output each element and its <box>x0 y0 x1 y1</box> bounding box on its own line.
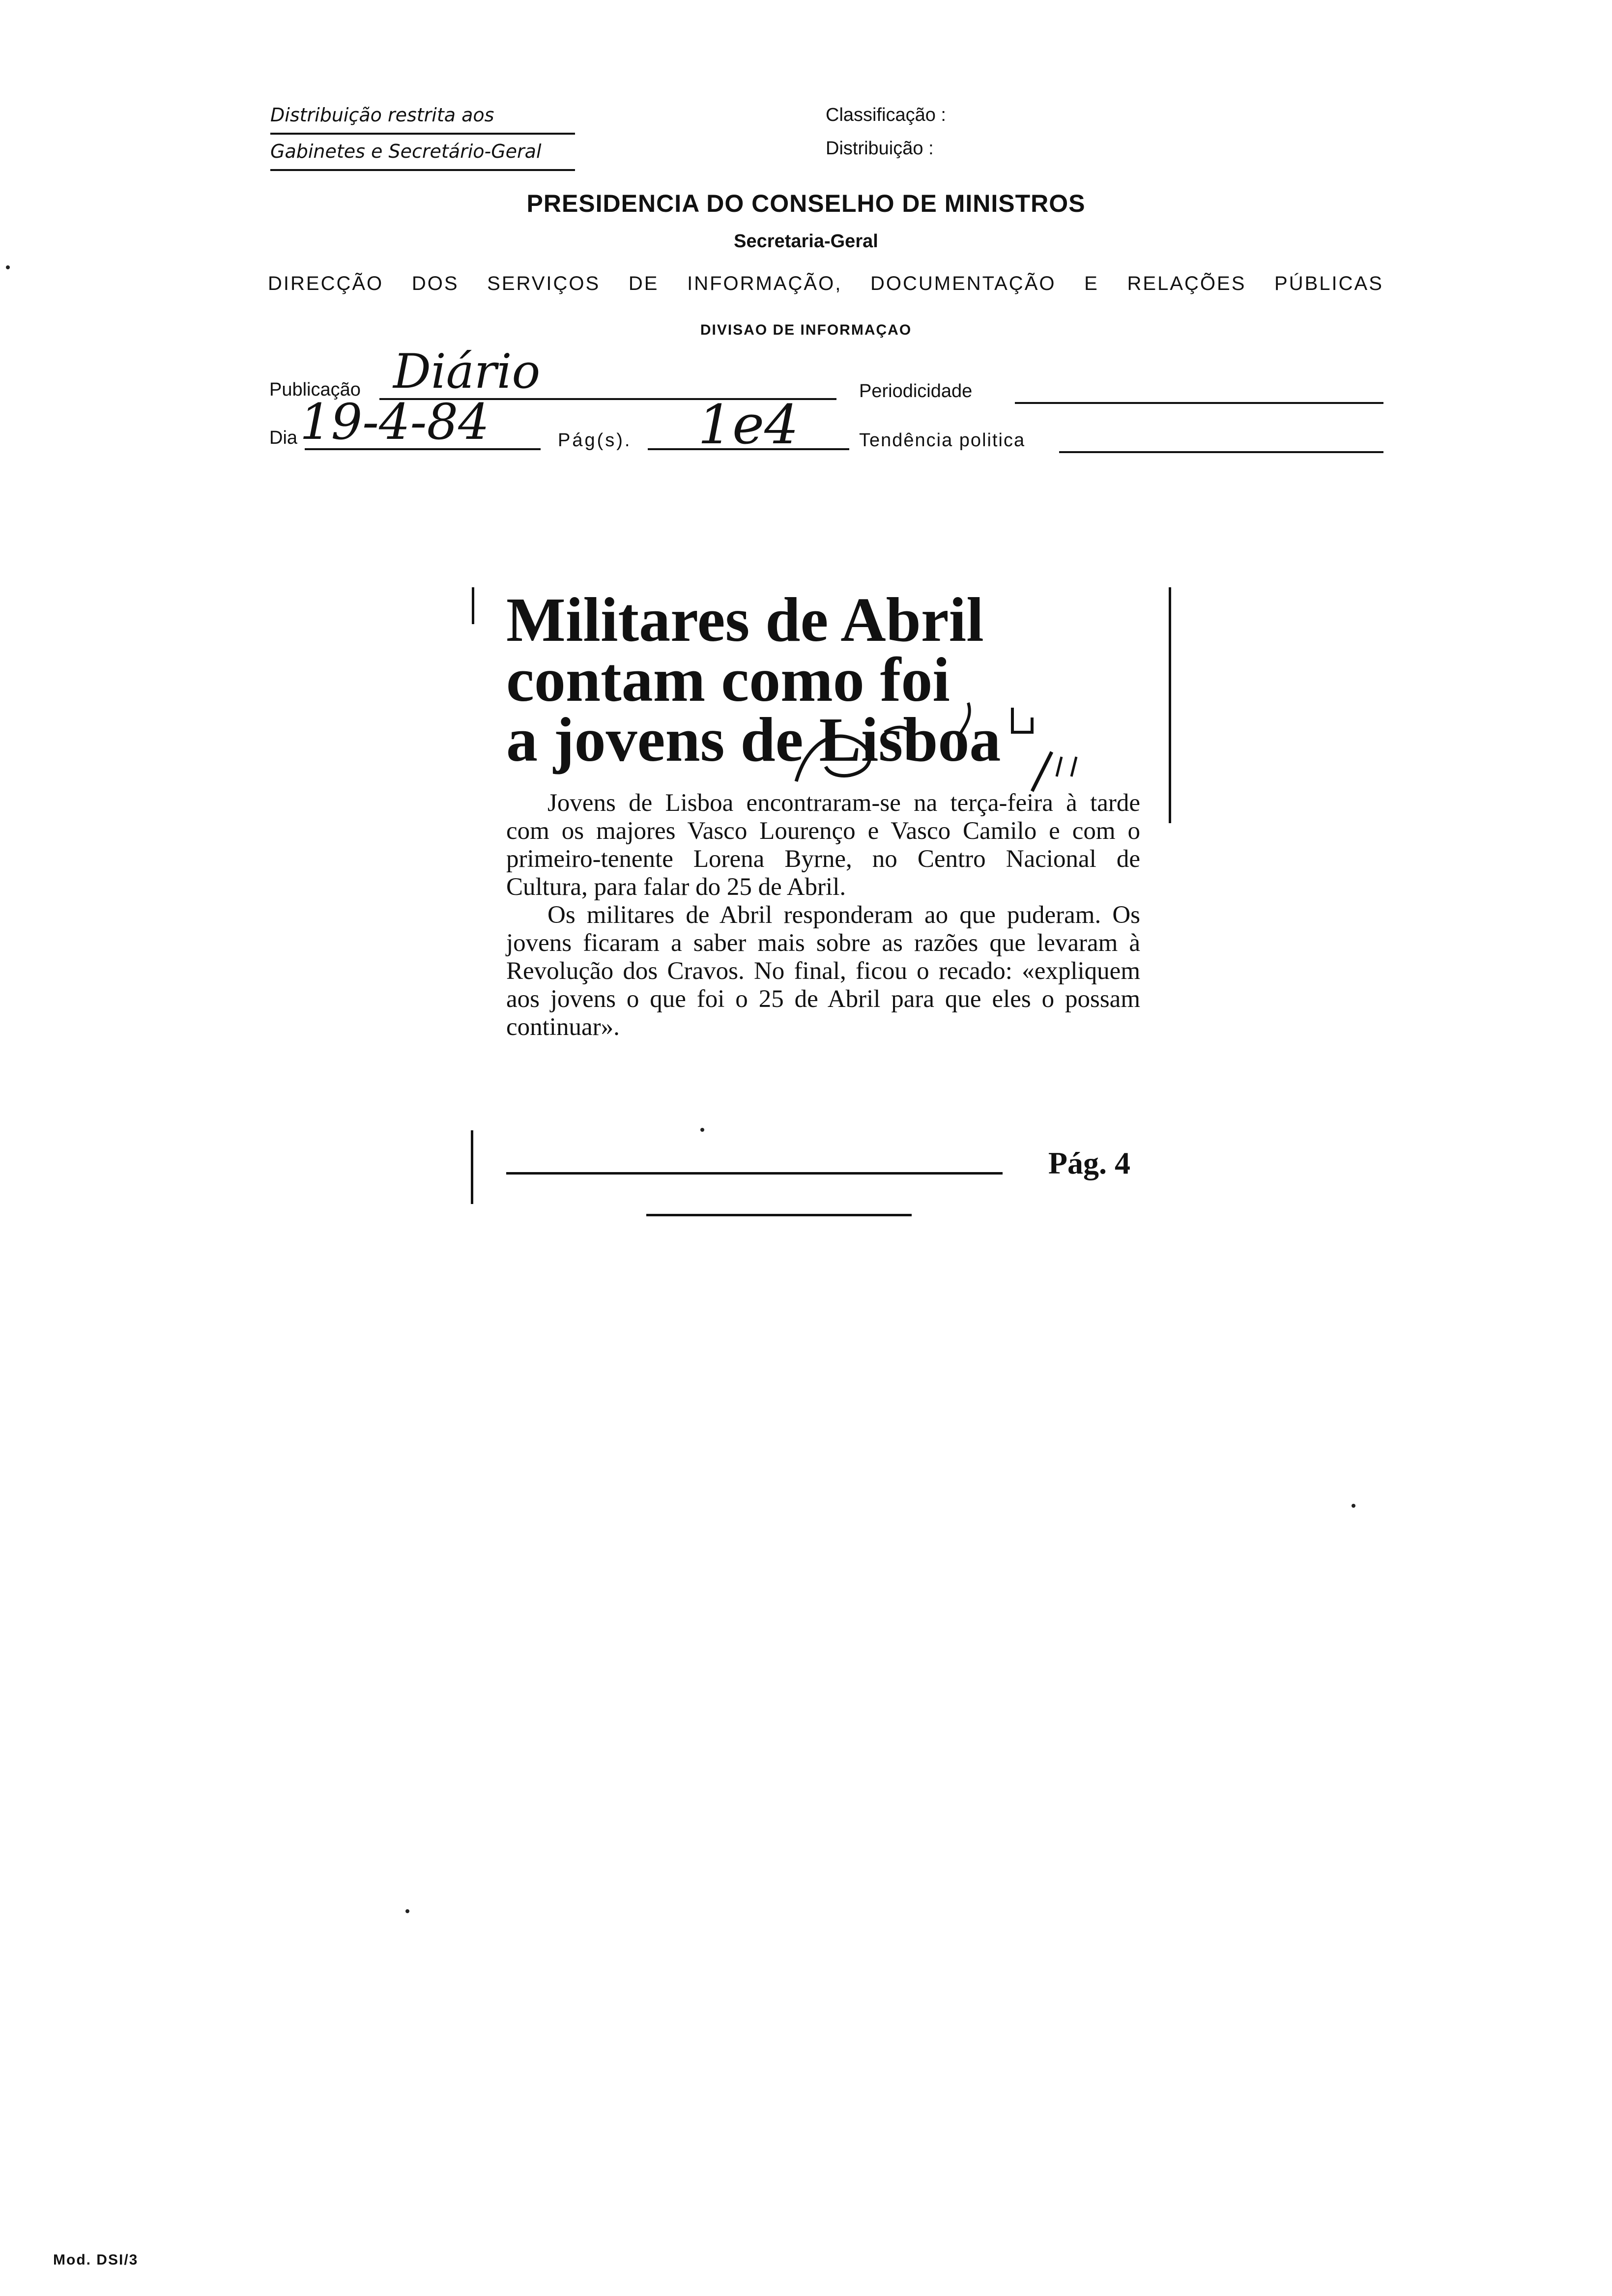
dia-handwritten: 19-4-84 <box>300 393 489 451</box>
direction-word: E <box>1084 273 1099 294</box>
article-paragraph-2: Os militares de Abril responderam ao que puderam. Os jovens ficaram a saber mais sobre as razões que levaram à Revolução dos Cravos. No final, ficou o recado: «expliquem aos jovens o que foi o 25 de Abril para que eles o possam continuar». <box>506 901 1140 1041</box>
page-reference: Pág. 4 <box>1048 1146 1130 1180</box>
scan-speck <box>1352 1504 1355 1508</box>
dia-label: Dia <box>269 428 298 448</box>
periodicidade-label: Periodicidade <box>859 381 973 402</box>
clip-border-left-bottom <box>471 1130 473 1204</box>
distribution-label: Distribuição : <box>826 138 934 159</box>
direction-word: SERVIÇOS <box>487 273 601 294</box>
periodicidade-line <box>1015 402 1383 404</box>
clip-border-right <box>1169 587 1171 823</box>
tendencia-line <box>1059 451 1383 453</box>
classification-label: Classificação : <box>826 105 946 125</box>
direction-word: DIRECÇÃO <box>268 273 384 294</box>
classification-block <box>826 98 946 165</box>
scan-speck <box>700 1128 704 1132</box>
direction-title <box>268 273 1383 295</box>
direction-word: DOS <box>411 273 459 294</box>
direction-word: DE <box>628 273 659 294</box>
direction-word: RELAÇÕES <box>1127 273 1246 294</box>
headline-line-2: contam como foi <box>506 645 950 715</box>
restricted-distribution <box>270 98 575 171</box>
direction-word: INFORMAÇÃO, <box>687 273 842 294</box>
article <box>506 585 1140 1041</box>
direction-word: DOCUMENTAÇÃO <box>870 273 1056 294</box>
publicacao-label: Publicação <box>269 379 361 400</box>
publicacao-handwritten: Diário <box>393 344 541 399</box>
sub-title: Secretaria-Geral <box>734 231 878 252</box>
restricted-line-2: Gabinetes e Secretário-Geral <box>270 135 575 171</box>
article-body <box>506 789 1140 1041</box>
handwritten-annotation <box>737 673 1130 801</box>
restricted-line-1: Distribuição restrita aos <box>270 98 575 135</box>
pags-handwritten: 1e4 <box>698 393 799 456</box>
scan-speck <box>405 1909 409 1913</box>
article-paragraph-1: Jovens de Lisboa encontraram-se na terça-feira à tarde com os majores Vasco Lourenço e Vasco Camilo e com o primeiro-tenente Lorena Byrne, no Centro Nacional de Cultura, para falar do 25 de Abril. <box>506 789 1140 901</box>
headline-line-1: Militares de Abril <box>506 585 984 655</box>
division-title: DIVISAO DE INFORMAÇAO <box>700 322 912 338</box>
clip-border-left-top <box>472 587 474 624</box>
main-title: PRESIDENCIA DO CONSELHO DE MINISTROS <box>526 190 1086 217</box>
tendencia-label: Tendência politica <box>859 430 1026 451</box>
clip-bottom-line <box>646 1214 912 1216</box>
headline-line-3: a jovens de Lisboa <box>506 705 1001 775</box>
direction-word: PÚBLICAS <box>1274 273 1383 294</box>
pags-label: Pág(s). <box>558 430 632 451</box>
model-code: Mod. DSI/3 <box>53 2252 139 2268</box>
scan-speck <box>6 265 10 269</box>
